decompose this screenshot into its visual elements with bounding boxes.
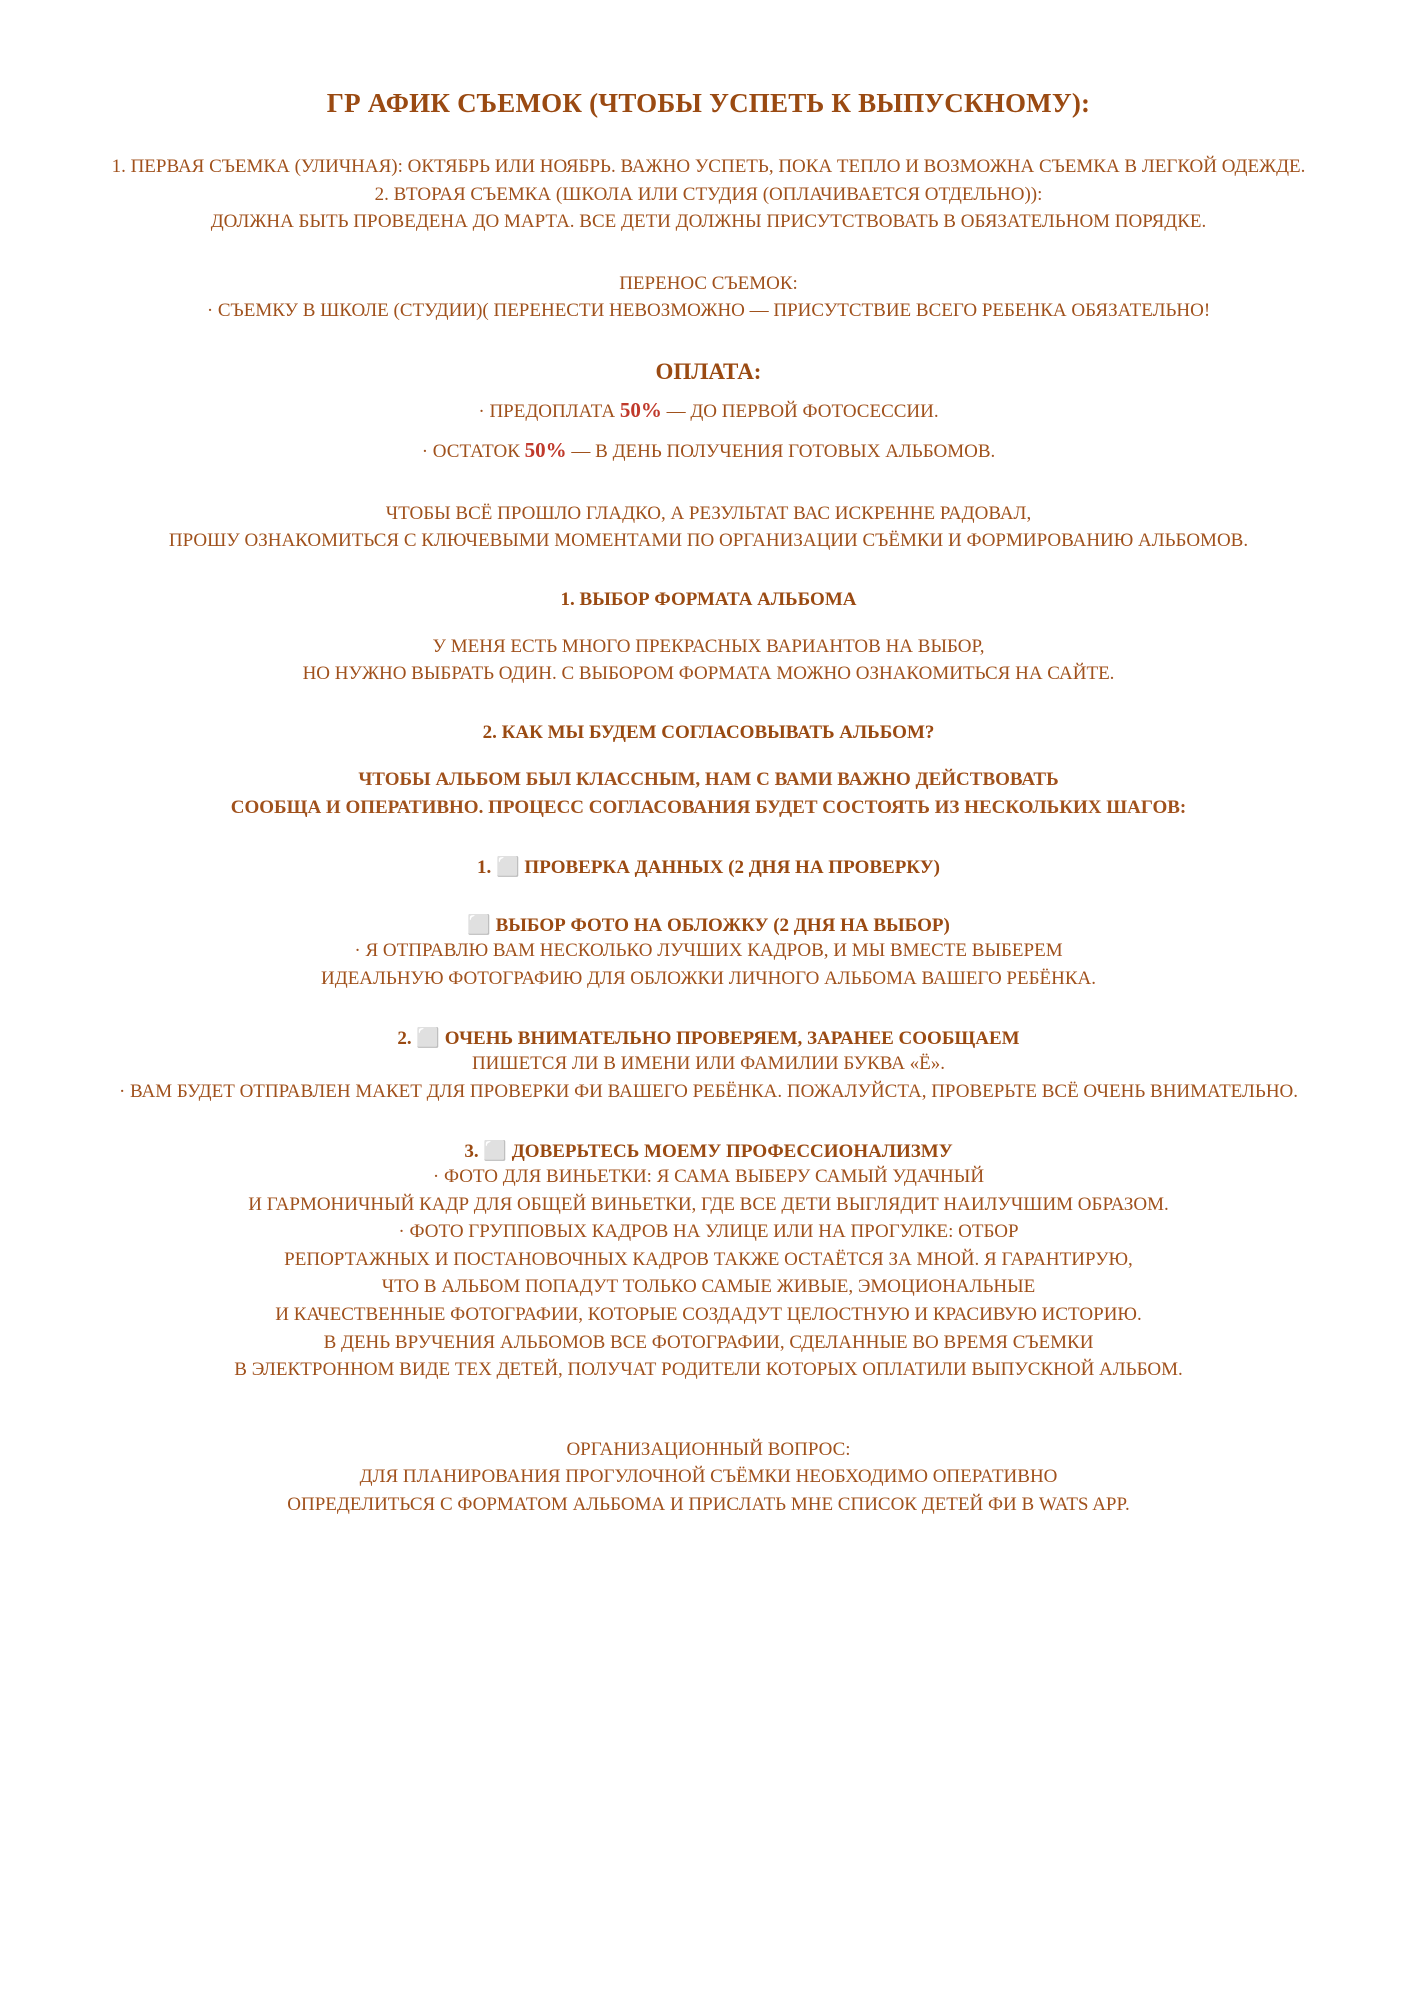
substep-3-line-1: · ФОТО ДЛЯ ВИНЬЕТКИ: Я САМА ВЫБЕРУ САМЫЙ УДАЧНЫЙ: [432, 1166, 985, 1188]
step-2-line-2: СООБЩА И ОПЕРАТИВНО. ПРОЦЕСС СОГЛАСОВАНИЯ БУДЕТ СОСТОЯТЬ ИЗ НЕСКОЛЬКИХ ШАГОВ:: [230, 796, 1187, 818]
substep-3-line-3: · ФОТО ГРУППОВЫХ КАДРОВ НА УЛИЦЕ ИЛИ НА ПРОГУЛКЕ: ОТБОР: [398, 1221, 1019, 1243]
step-1-line-1: У МЕНЯ ЕСТЬ МНОГО ПРЕКРАСНЫХ ВАРИАНТОВ НА ВЫБОР,: [432, 635, 985, 657]
spacer: [60, 325, 1357, 359]
schedule-section: [60, 153, 1357, 236]
organizational-line-2: ОПРЕДЕЛИТЬСЯ С ФОРМАТОМ АЛЬБОМА И ПРИСЛАТЬ МНЕ СПИСОК ДЕТЕЙ ФИ В WATS APP.: [287, 1493, 1130, 1515]
substep-3-line-5: ЧТО В АЛЬБОМ ПОПАДУТ ТОЛЬКО САМЫЕ ЖИВЫЕ, ЭМОЦИОНАЛЬНЫЕ: [381, 1276, 1036, 1298]
spacer: [60, 236, 1357, 270]
substep-1-heading: 1. ⬜ ПРОВЕРКА ДАННЫХ (2 ДНЯ НА ПРОВЕРКУ): [477, 857, 940, 879]
substep-3-line-4: РЕПОРТАЖНЫХ И ПОСТАНОВОЧНЫХ КАДРОВ ТАКЖЕ ОСТАЁТСЯ ЗА МНОЙ. Я ГАРАНТИРУЮ,: [284, 1248, 1133, 1270]
intro-line-2: ПРОШУ ОЗНАКОМИТЬСЯ С КЛЮЧЕВЫМИ МОМЕНТАМИ ПО ОРГАНИЗАЦИИ СЪЁМКИ И ФОРМИРОВАНИЮ АЛЬБОМОВ.: [168, 530, 1249, 552]
cover-line-1: · Я ОТПРАВЛЮ ВАМ НЕСКОЛЬКО ЛУЧШИХ КАДРОВ, И МЫ ВМЕСТЕ ВЫБЕРЕМ: [354, 940, 1063, 962]
payment-row-1-before: · ПРЕДОПЛАТА: [478, 400, 620, 422]
step-1-line-2: НО НУЖНО ВЫБРАТЬ ОДИН. С ВЫБОРОМ ФОРМАТА МОЖНО ОЗНАКОМИТЬСЯ НА САЙТЕ.: [302, 663, 1115, 685]
substep-1-section: [60, 855, 1357, 879]
payment-row-2: [60, 435, 1357, 466]
substep-2-heading: 2. ⬜ ОЧЕНЬ ВНИМАТЕЛЬНО ПРОВЕРЯЕМ, ЗАРАНЕЕ СООБЩАЕМ: [397, 1028, 1020, 1050]
reschedule-heading: ПЕРЕНОС СЪЕМОК:: [619, 272, 798, 294]
organizational-section: [60, 1436, 1357, 1519]
spacer: [60, 1384, 1357, 1436]
payment-row-1: [60, 395, 1357, 426]
payment-row-2-after: — В ДЕНЬ ПОЛУЧЕНИЯ ГОТОВЫХ АЛЬБОМОВ.: [566, 441, 996, 463]
payment-section: [60, 359, 1357, 466]
spacer: [60, 385, 1357, 395]
reschedule-section: [60, 270, 1357, 325]
step-2-heading: 2. КАК МЫ БУДЕМ СОГЛАСОВЫВАТЬ АЛЬБОМ?: [482, 722, 935, 744]
substep-2-section: [60, 1026, 1357, 1105]
substep-2-line-1: ПИШЕТСЯ ЛИ В ИМЕНИ ИЛИ ФАМИЛИИ БУКВА «Ё».: [471, 1053, 946, 1075]
spacer: [60, 611, 1357, 633]
schedule-line-3: ДОЛЖНА БЫТЬ ПРОВЕДЕНА ДО МАРТА. ВСЕ ДЕТИ ДОЛЖНЫ ПРИСУТСТВОВАТЬ В ОБЯЗАТЕЛЬНОМ ПОРЯДКЕ.: [210, 211, 1207, 233]
cover-line-2: ИДЕАЛЬНУЮ ФОТОГРАФИЮ ДЛЯ ОБЛОЖКИ ЛИЧНОГО АЛЬБОМА ВАШЕГО РЕБЁНКА.: [321, 967, 1096, 989]
spacer: [60, 1105, 1357, 1139]
payment-row-1-accent: 50%: [619, 397, 662, 422]
payment-row-2-accent: 50%: [524, 438, 567, 463]
schedule-line-1: 1. ПЕРВАЯ СЪЕМКА (УЛИЧНАЯ): ОКТЯБРЬ ИЛИ НОЯБРЬ. ВАЖНО УСПЕТЬ, ПОКА ТЕПЛО И ВОЗМОЖНА СЪЕМКА В ЛЕГКОЙ ОДЕЖДЕ.: [111, 156, 1306, 177]
payment-row-1-after: — ДО ПЕРВОЙ ФОТОСЕССИИ.: [661, 400, 939, 422]
substep-3-heading: 3. ⬜ ДОВЕРЬТЕСЬ МОЕМУ ПРОФЕССИОНАЛИЗМУ: [464, 1141, 953, 1163]
spacer: [60, 992, 1357, 1026]
spacer: [60, 821, 1357, 855]
step-1-heading: 1. ВЫБОР ФОРМАТА АЛЬБОМА: [560, 588, 857, 610]
spacer: [60, 425, 1357, 435]
spacer: [60, 466, 1357, 500]
substep-3-line-8: В ЭЛЕКТРОННОМ ВИДЕ ТЕХ ДЕТЕЙ, ПОЛУЧАТ РОДИТЕЛИ КОТОРЫХ ОПЛАТИЛИ ВЫПУСКНОЙ АЛЬБОМ.: [234, 1359, 1183, 1381]
reschedule-line-1: · СЪЕМКУ В ШКОЛЕ (СТУДИИ)( ПЕРЕНЕСТИ НЕВОЗМОЖНО — ПРИСУТСТВИЕ ВСЕГО РЕБЕНКА ОБЯЗАТЕЛЬНО!: [206, 300, 1211, 322]
substep-3-section: [60, 1139, 1357, 1383]
cover-section: [60, 913, 1357, 992]
cover-heading: ⬜ ВЫБОР ФОТО НА ОБЛОЖКУ (2 ДНЯ НА ВЫБОР): [467, 915, 950, 937]
schedule-line-2: 2. ВТОРАЯ СЪЕМКА (ШКОЛА ИЛИ СТУДИЯ (ОПЛАЧИВАЕТСЯ ОТДЕЛЬНО)):: [374, 183, 1043, 205]
step-1-section: [60, 589, 1357, 688]
substep-2-line-2: · ВАМ БУДЕТ ОТПРАВЛЕН МАКЕТ ДЛЯ ПРОВЕРКИ ФИ ВАШЕГО РЕБЁНКА. ПОЖАЛУЙСТА, ПРОВЕРЬТЕ ВСЁ ОЧЕНЬ ВНИМАТЕЛЬНО.: [118, 1080, 1299, 1102]
substep-3-line-2: И ГАРМОНИЧНЫЙ КАДР ДЛЯ ОБЩЕЙ ВИНЬЕТКИ, ГДЕ ВСЕ ДЕТИ ВЫГЛЯДИТ НАИЛУЧШИМ ОБРАЗОМ.: [248, 1193, 1169, 1215]
organizational-line-1: ДЛЯ ПЛАНИРОВАНИЯ ПРОГУЛОЧНОЙ СЪЁМКИ НЕОБХОДИМО ОПЕРАТИВНО: [359, 1466, 1058, 1488]
intro-section: [60, 500, 1357, 555]
intro-line-1: ЧТОБЫ ВСЁ ПРОШЛО ГЛАДКО, А РЕЗУЛЬТАТ ВАС ИСКРЕННЕ РАДОВАЛ,: [385, 502, 1032, 524]
payment-heading: ОПЛАТА:: [655, 358, 762, 384]
step-2-section: [60, 722, 1357, 821]
spacer: [60, 688, 1357, 722]
payment-row-2-before: · ОСТАТОК: [421, 441, 525, 463]
step-2-line-1: ЧТОБЫ АЛЬБОМ БЫЛ КЛАССНЫМ, НАМ С ВАМИ ВАЖНО ДЕЙСТВОВАТЬ: [358, 769, 1059, 791]
spacer: [60, 744, 1357, 766]
page-title: ГР АФИК СЪЕМОК (ЧТОБЫ УСПЕТЬ К ВЫПУСКНОМУ):: [326, 88, 1091, 118]
spacer: [60, 879, 1357, 913]
organizational-heading: ОРГАНИЗАЦИОННЫЙ ВОПРОС:: [566, 1438, 851, 1460]
substep-3-line-7: В ДЕНЬ ВРУЧЕНИЯ АЛЬБОМОВ ВСЕ ФОТОГРАФИИ, СДЕЛАННЫЕ ВО ВРЕМЯ СЪЕМКИ: [323, 1331, 1094, 1353]
substep-3-line-6: И КАЧЕСТВЕННЫЕ ФОТОГРАФИИ, КОТОРЫЕ СОЗДАДУТ ЦЕЛОСТНУЮ И КРАСИВУЮ ИСТОРИЮ.: [275, 1304, 1142, 1326]
spacer: [60, 555, 1357, 589]
